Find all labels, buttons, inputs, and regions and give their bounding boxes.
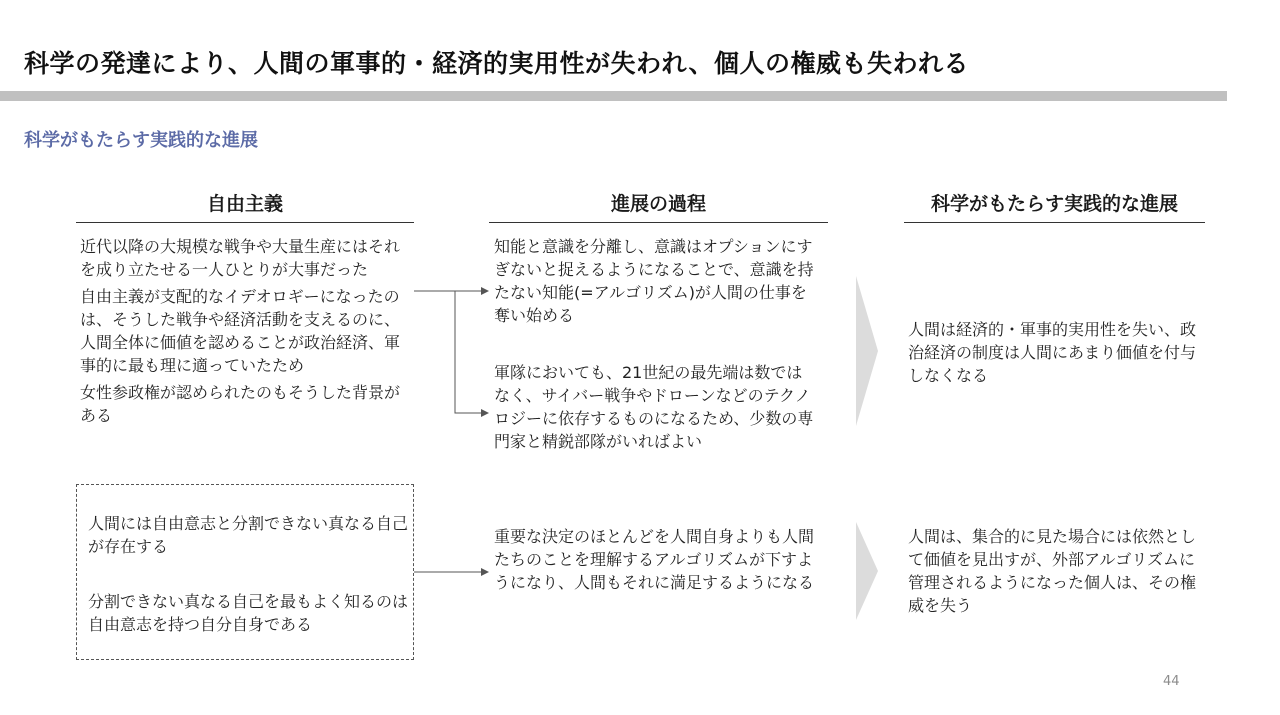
slide-title: 科学の発達により、人間の軍事的・経済的実用性が失われ、個人の権威も失われる [24,49,970,78]
slide-subtitle: 科学がもたらす実践的な進展 [24,130,258,151]
connector-arrow [455,291,488,413]
process-item: 軍隊においても、21世紀の最先端は数ではなく、サイバー戦争やドローンなどのテクノロジーに依存するものになるため、少数の専門家と精鋭部隊がいればよい [494,363,814,451]
column-header-process: 進展の過程 [489,189,828,223]
column-header-progress: 科学がもたらす実践的な進展 [904,189,1205,223]
page-number: 44 [1163,674,1180,689]
liberalism-paragraph: 近代以降の大規模な戦争や大量生産にはそれを成り立たせる一人ひとりが大事だった [80,237,401,279]
premise-text-1: 人間には自由意志と分割できない真なる自己が存在する [88,514,409,556]
liberalism-paragraph: 自由主義が支配的なイデオロギーになったのは、そうした戦争や経済活動を支えるのに、人間全体に価値を認めることが政治経済、軍事的に最も理に適っていたため [80,287,401,375]
column-header-liberalism: 自由主義 [76,189,414,223]
process-item: 知能と意識を分離し、意識はオプションにすぎないと捉えるようになることで、意識を持たない知能(=アルゴリズム)が人間の仕事を奪い始める [494,237,814,325]
chevron-right-icon [856,522,878,620]
progress-item: 人間は経済的・軍事的実用性を失い、政治経済の制度は人間にあまり価値を付与しなくなる [908,320,1197,385]
liberalism-paragraph: 女性参政権が認められたのもそうした背景がある [80,383,401,425]
process-item: 重要な決定のほとんどを人間自身よりも人間たちのことを理解するアルゴリズムが下すようになり、人間もそれに満足するようになる [494,527,815,592]
liberalism-text [80,235,402,427]
progress-item: 人間は、集合的に見た場合には依然として価値を見出すが、外部アルゴリズムに管理されるようになった個人は、その権威を失う [908,527,1197,615]
premise-text-2: 分割できない真なる自己を最もよく知るのは自由意志を持つ自分自身である [88,592,409,634]
title-rule [0,91,1227,101]
chevron-right-icon [856,276,878,426]
